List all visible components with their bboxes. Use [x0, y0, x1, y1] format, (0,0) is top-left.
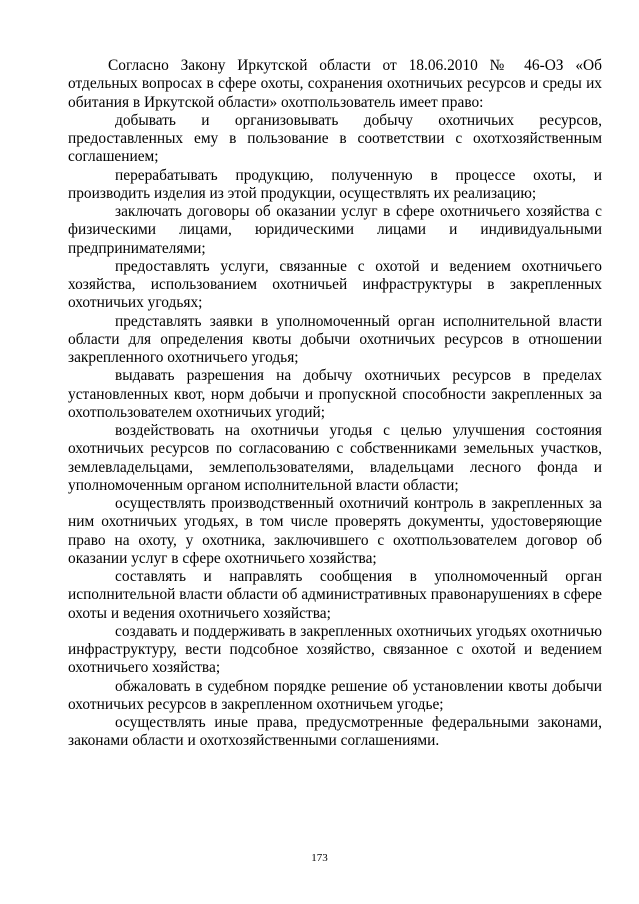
right-item-other-rights: осуществлять иные права, предусмотренные федеральными законами, законами области и охотхозяйственными соглашениями.	[68, 714, 602, 750]
right-item-hunting-harvest: добывать и организовывать добычу охотничьих ресурсов, предоставленных ему в пользование в соответствии с охотхозяйственным соглашением;	[68, 111, 602, 166]
right-item-production-control: осуществлять производственный охотничий контроль в закрепленных за ним охотничьих угодьях, в том числе проверять документы, удостоверяющие право на охоту, у охотника, заключившего с охотпользователем договор об оказании услуг в сфере охотничьего хозяйства;	[68, 495, 602, 567]
right-item-infrastructure: создавать и поддерживать в закрепленных охотничьих угодьях охотничью инфраструктуру, вести подсобное хозяйство, связанное с охотой и ведением охотничьего хозяйства;	[68, 622, 602, 677]
right-item-violation-reports: составлять и направлять сообщения в уполномоченный орган исполнительной власти области об административных правонарушениях в сфере охоты и ведения охотничьего хозяйства;	[68, 568, 602, 622]
right-item-contracts: заключать договоры об оказании услуг в сфере охотничьего хозяйства с физическими лицами, юридическими лицами и индивидуальными предпринимателями;	[68, 203, 602, 257]
right-item-processing: перерабатывать продукцию, полученную в процессе охоты, и производить изделия из этой продукции, осуществлять их реализацию;	[68, 166, 602, 202]
right-item-permits: выдавать разрешения на добычу охотничьих ресурсов в пределах установленных квот, норм добычи и пропускной способности закрепленных за охотпользователем охотничьих угодий;	[68, 367, 602, 421]
document-body	[68, 57, 602, 751]
right-item-services: предоставлять услуги, связанные с охотой и ведением охотничьего хозяйства, использованием охотничьей инфраструктуры в закрепленных охотничьих угодьях;	[68, 257, 602, 312]
right-item-appeal: обжаловать в судебном порядке решение об установлении квоты добычи охотничьих ресурсов в закрепленном охотничьем угодье;	[68, 677, 602, 713]
right-item-land-impact: воздействовать на охотничьи угодья с целью улучшения состояния охотничьих ресурсов по согласованию с собственниками земельных участков, землевладельцами, землепользователями, владельцами лесного фонда и уполномоченным органом исполнительной власти области;	[68, 422, 602, 494]
intro-paragraph: Согласно Закону Иркутской области от 18.06.2010 № 46-ОЗ «Об отдельных вопросах в сфере охоты, сохранения охотничьих ресурсов и среды их обитания в Иркутской области» охотпользователь имеет право:	[68, 57, 602, 111]
page-number: 173	[311, 852, 328, 864]
right-item-quota-requests: представлять заявки в уполномоченный орган исполнительной власти области для определения квоты добычи охотничьих ресурсов в отношении закрепленного охотничьего угодья;	[68, 312, 602, 366]
